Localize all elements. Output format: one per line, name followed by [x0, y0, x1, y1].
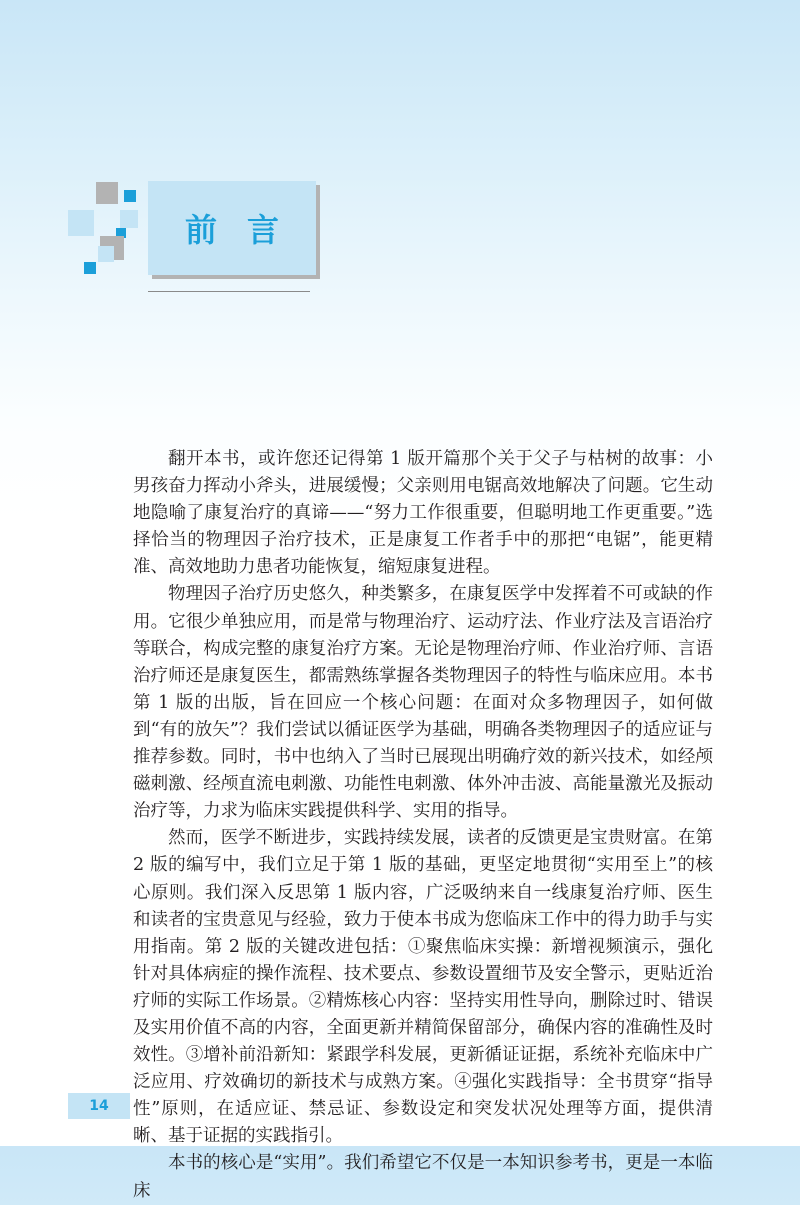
paragraph-2: 物理因子治疗历史悠久，种类繁多，在康复医学中发挥着不可或缺的作用。它很少单独应用，而是常与物理治疗、运动疗法、作业疗法及言语治疗等联合，构成完整的康复治疗方案。无论是物理治疗师、作业治疗师、言语治疗师还是康复医生，都需熟练掌握各类物理因子的特性与临床应用。本书第 1 版的出版，旨在回应一个核心问题：在面对众多物理因子，如何做到“有的放矢”？我们尝试以循证医学为基础，明确各类物理因子的适应证与推荐参数。同时，书中也纳入了当时已展现出明确疗效的新兴技术，如经颅磁刺激、经颅直流电刺激、功能性电刺激、体外冲击波、高能量激光及振动治疗等，力求为临床实践提供科学、实用的指导。	[133, 584, 713, 822]
decorative-square-gray-top	[96, 182, 118, 204]
decorative-square-lightblue-mid	[98, 246, 114, 262]
paragraph-4: 本书的核心是“实用”。我们希望它不仅是一本知识参考书，更是一本临床	[133, 1153, 713, 1201]
decorative-square-lightblue-left	[68, 210, 94, 236]
chapter-title-box	[148, 181, 316, 275]
title-underline	[148, 291, 310, 292]
paragraph-3: 然而，医学不断进步，实践持续发展，读者的反馈更是宝贵财富。在第 2 版的编写中，我们立足于第 1 版的基础，更坚定地贯彻“实用至上”的核心原则。我们深入反思第 1 版内容，广泛吸纳来自一线康复治疗师、医生和读者的宝贵意见与经验，致力于使本书成为您临床工作中的得力助手与实用指南。第 2 版的关键改进包括：①聚焦临床实操：新增视频演示，强化针对具体病症的操作流程、技术要点、参数设置细节及安全警示，更贴近治疗师的实际工作场景。②精炼核心内容：坚持实用性导向，删除过时、错误及实用价值不高的内容，全面更新并精简保留部分，确保内容的准确性及时效性。③增补前沿新知：紧跟学科发展，更新循证证据，系统补充临床中广泛应用、疗效确切的新技术与成熟方案。④强化实践指导：全书贯穿“指导性”原则，在适应证、禁忌证、参数设定和突发状况处理等方面，提供清晰、基于证据的实践指引。	[133, 828, 713, 1147]
chapter-title: 前言	[184, 211, 309, 249]
decorative-square-blue-small	[124, 190, 136, 202]
paragraph-1: 翻开本书，或许您还记得第 1 版开篇那个关于父子与枯树的故事：小男孩奋力挥动小斧头，进展缓慢；父亲则用电锯高效地解决了问题。它生动地隐喻了康复治疗的真谛——“努力工作很重要，但聪明地工作更重要。”选择恰当的物理因子治疗技术，正是康复工作者手中的那把“电锯”，能更精准、高效地助力患者功能恢复，缩短康复进程。	[133, 449, 713, 578]
page-number-badge	[68, 1093, 130, 1119]
preface-body	[133, 446, 713, 1205]
decorative-square-lightblue-top	[120, 210, 138, 228]
page-number: 14	[89, 1098, 109, 1114]
decorative-square-blue-bottom	[84, 262, 96, 274]
